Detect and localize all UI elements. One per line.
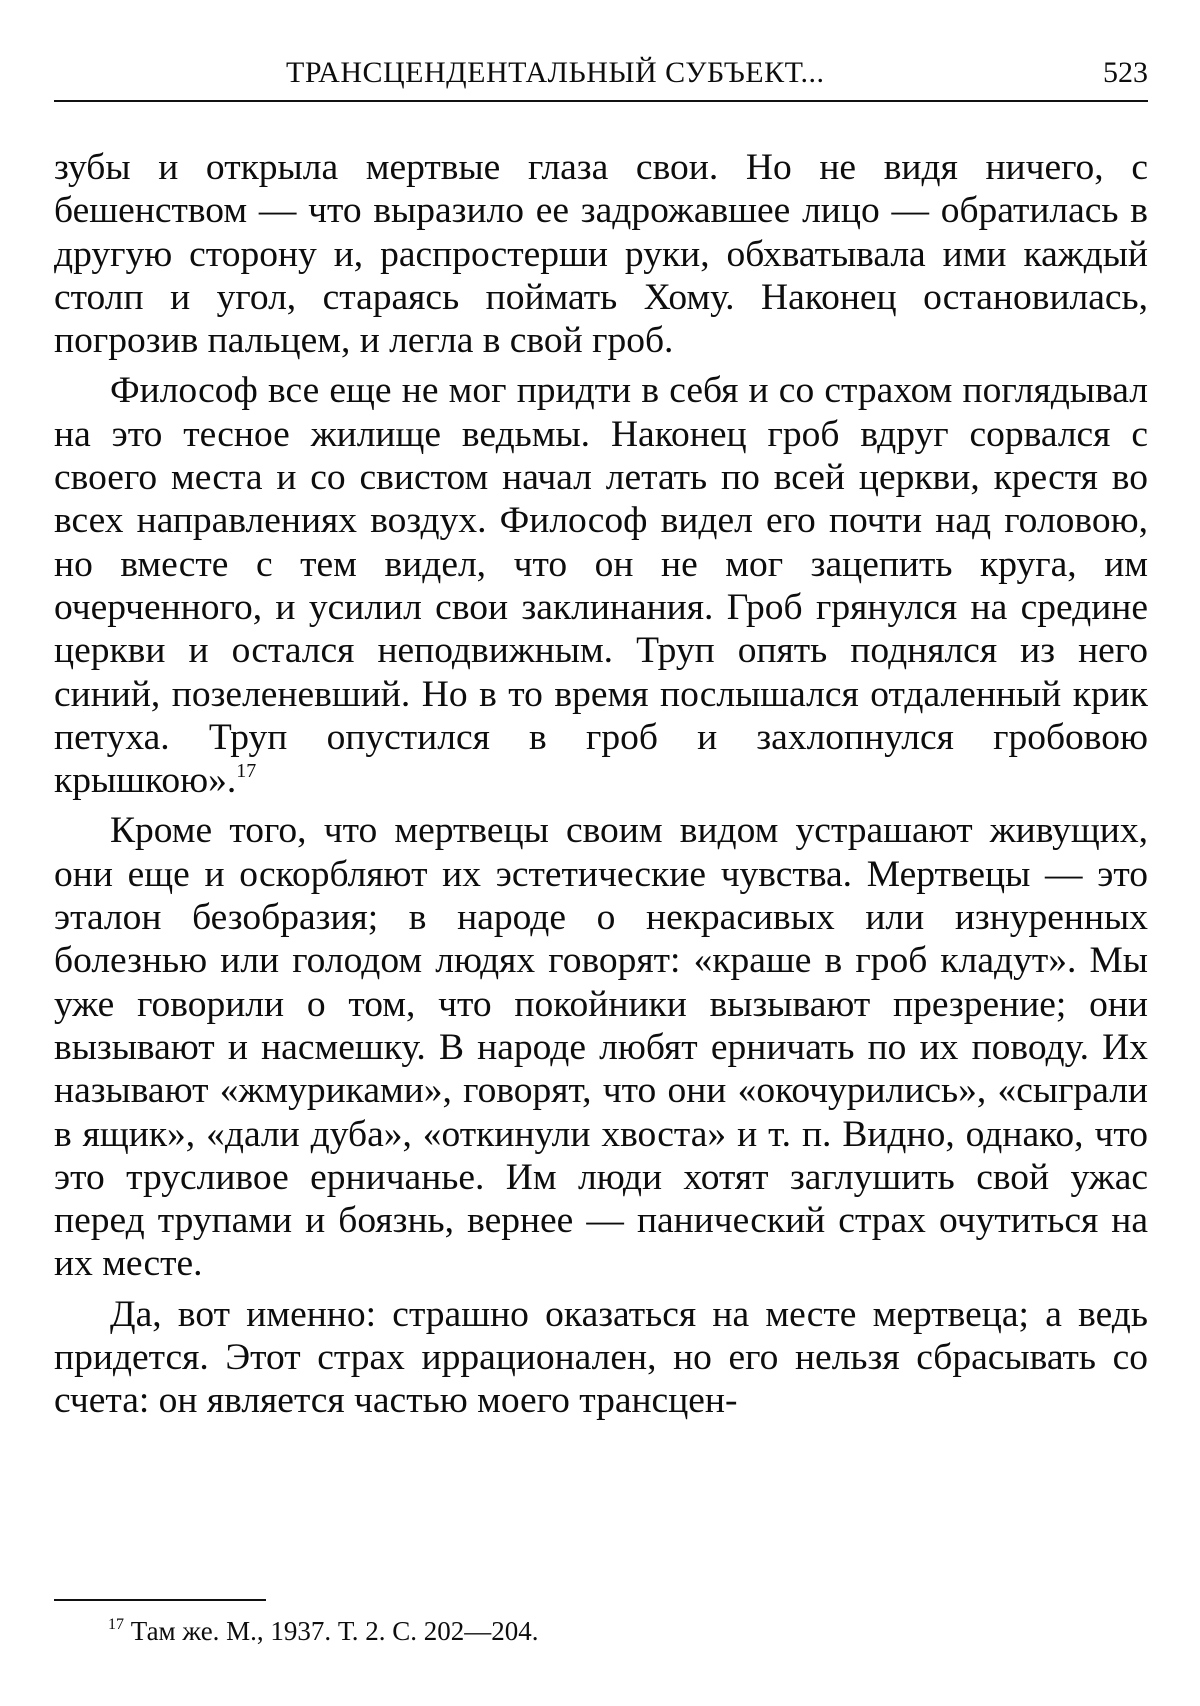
footnote — [108, 1614, 538, 1648]
running-header — [54, 52, 1148, 102]
body-text — [54, 146, 1148, 1430]
book-page — [54, 0, 1148, 1706]
footnote-marker: 17 — [108, 1616, 124, 1633]
paragraph-text: зубы и открыла мертвые глаза свои. Но не видя ничего, с бешенством — что выразило ее задрожавшее лицо — обратилась в другую сторону и, распростерши руки, обхватывала ими каждый столп и угол, стараясь поймать Хому. Наконец остановилась, погрозив пальцем, и легла в свой гроб. — [54, 147, 1148, 362]
footnote-divider — [54, 1599, 266, 1601]
paragraph-fear — [54, 1293, 1148, 1423]
footnote-reference: 17 — [236, 760, 257, 783]
paragraph-text: Да, вот именно: страшно оказаться на месте мертвеца; а ведь придется. Этот страх иррационален, но его нельзя сбрасывать со счета: он является частью моего трансцен- — [54, 1293, 1148, 1422]
paragraph-text: Кроме того, что мертвецы своим видом устрашают живущих, они еще и оскорбляют их эстетические чувства. Мертвецы — это эталон безобразия; в народе о некрасивых или изнуренных болезнью или голодом людях говорят: «краше в гроб кладут». Мы уже говорили о том, что покойники вызывают презрение; они вызывают и насмешку. В народе любят ерничать по их поводу. Их называют «жмуриками», говорят, что они «окочурились», «сыграли в ящик», «дали дуба», «откинули хвоста» и т. п. Видно, однако, что это трусливое ерничанье. Им люди хотят заглушить свой ужас перед трупами и боязнь, вернее — панический страх очутиться на их месте. — [54, 810, 1148, 1285]
paragraph-continuation — [54, 146, 1148, 362]
paragraph-text: Философ все еще не мог придти в себя и со страхом поглядывал на это тесное жилище ведьмы. Наконец гроб вдруг сорвался с своего места и со свистом начал летать по всей церкви, крестя во всех направлениях воздух. Философ видел его почти над головою, но вместе с тем видел, что он не мог зацепить круга, им очерченного, и усилил свои заклинания. Гроб грянулся на средине церкви и остался неподвижным. Труп опять поднялся из него синий, позеленевший. Но в то время послышался отдаленный крик петуха. Труп опустился в гроб и захлопнулся гробовою крышкою». — [54, 370, 1148, 802]
paragraph-corpses — [54, 809, 1148, 1285]
running-title: ТРАНСЦЕНДЕНТАЛЬНЫЙ СУБЪЕКТ... — [286, 56, 825, 89]
paragraph-philosopher — [54, 369, 1148, 802]
footnote-text: Там же. М., 1937. Т. 2. С. 202—204. — [130, 1616, 539, 1646]
page-number: 523 — [1103, 56, 1148, 89]
